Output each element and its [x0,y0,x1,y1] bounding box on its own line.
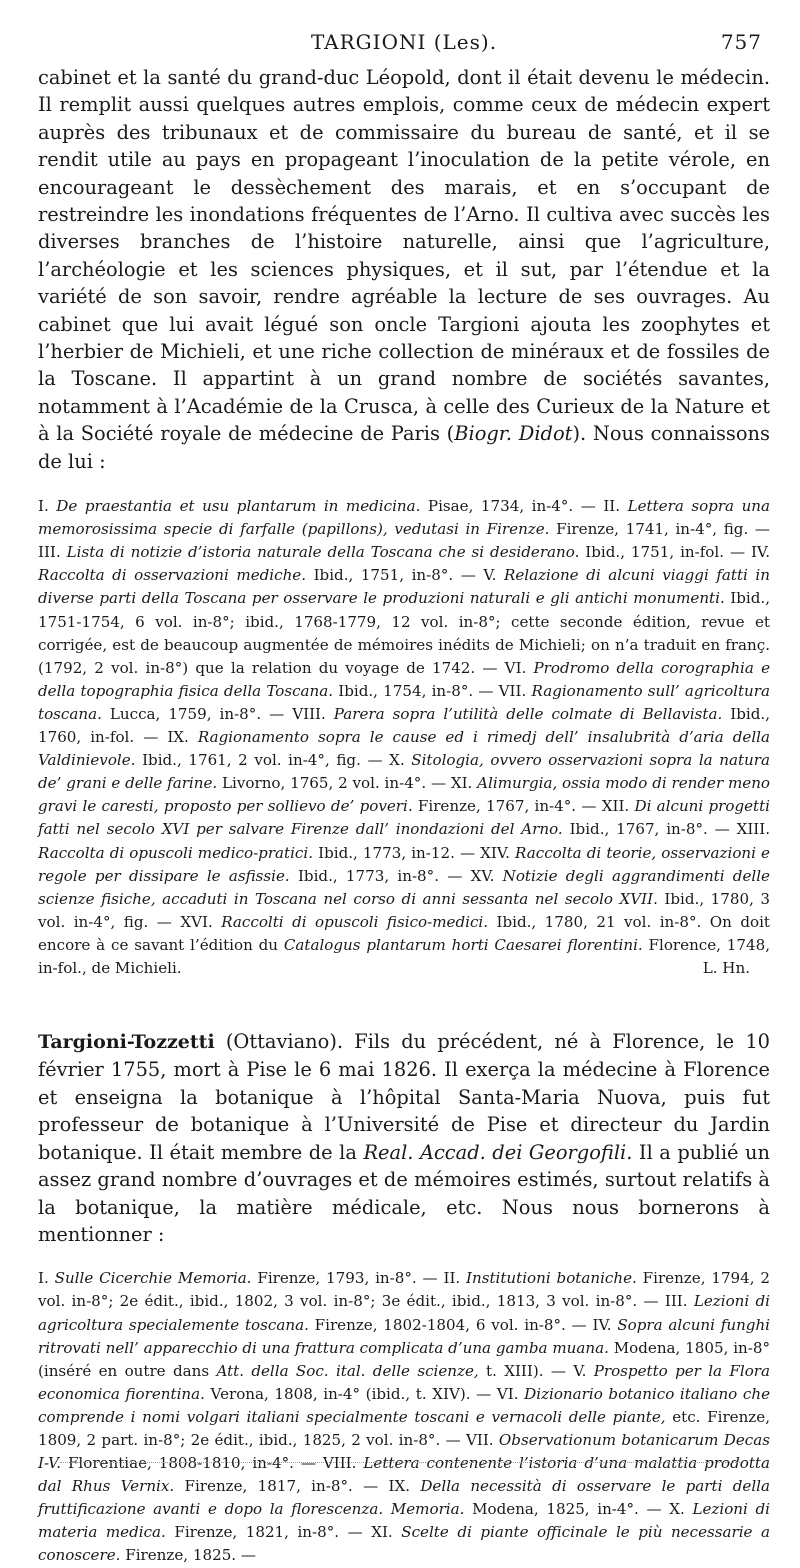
work-title: Raccolta di teorie, osservazioni e regole per dissipare le asfissie. [38,843,770,885]
citation-text: Firenze, 1767, in-4°. — XII. [412,797,635,816]
bottom-rule [60,1462,740,1463]
work-title: Observationum botanicarum Decas I-V. [38,1430,770,1473]
citation-text: Firenze, 1825. — [120,1546,256,1565]
work-title: Prospetto per la Flora economica fiorentina. [38,1361,770,1403]
work-title: Lista di notizie d’istoria naturale della Toscana che si desiderano. [66,543,580,562]
citation-text: Ibid., 1780, 3 vol. in-4°, fig. — XVI. [38,889,771,931]
citation-text: I. [38,1269,55,1288]
citation-text: Firenze, 1793, in-8°. — II. [251,1269,467,1288]
work-title: Ragionamento sull’ agricoltura toscana. [38,681,770,723]
work-title: Scelte di piante officinale le più necessarie a conoscere. [38,1523,770,1565]
citation-text: Ibid., 1780, 21 vol. in-8°. On doit encore à ce savant l’édition du [38,912,770,954]
work-title: Att. della Soc. ital. delle scienze, [216,1361,479,1380]
work-title: Notizie degli aggrandimenti delle scienze fisiche, accaduti in Toscana nel corso di anni sessanta nel secolo XVII. [38,866,770,908]
work-title: Relazione di alcuni viaggi fatti in diverse parti della Toscana per osservare le produzioni naturali e gli antichi monumenti. [38,566,770,608]
work-title: Catalogus plantarum horti Caesarei florentini. [283,935,643,954]
citation-text: Firenze, 1741, in-4°, fig. — III. [38,520,770,562]
citation-text: Ibid., 1761, 2 vol. in-4°, fig. — X. [135,751,412,770]
citation-text: Ibid., 1751, in-8°. — V. [306,566,504,585]
entry-name: Targioni-Tozzetti [38,1031,215,1054]
citation-text: Firenze, 1821, in-8°. — XI. [165,1523,402,1542]
citation-text: Ibid., 1751, in-fol. — IV. [579,543,770,562]
work-title: Lettera contenente l’istoria d’una malattia prodotta dal Rhus Vernix. [38,1454,770,1496]
citation-text: Modena, 1805, in-8° (inséré en outre dans [38,1338,770,1380]
work-title: Raccolta di osservazioni mediche. [38,566,307,585]
signature: L. Hn. [702,958,750,977]
citation-text: Verona, 1808, in-4° (ibid., t. XIV). — VI. [204,1384,525,1403]
citation-text: Florence, 1748, in-fol., de Michieli. [38,935,771,977]
work-title: Alimurgia, ossia modo di render meno gravi le caresti, proposto per sollievo de’ poveri. [38,774,771,816]
work-title: Lezioni di materia medica. [38,1500,770,1542]
article1-text-end: ). Nous connaissons de lui : [38,422,770,473]
citation-text: Modena, 1825, in-4°. — X. [464,1500,693,1519]
citation-text: Firenze, 1802-1804, 6 vol. in-8°. — IV. [308,1315,618,1334]
work-title: Sitologia, ovvero osservazioni sopra la natura de’ grani e delle farine. [38,751,770,793]
citation-text: Ibid., 1760, in-fol. — IX. [38,704,770,747]
citation-text: I. [38,497,57,516]
work-title: Dizionario botanico italiano che comprende i nomi volgari italiani specialmente toscani e vernacoli delle piante, [38,1384,770,1426]
work-title: Sopra alcuni funghi ritrovati nell’ apparecchio di una frattura complicata d’una gamba muana. [38,1315,770,1357]
work-title: Parera sopra l’utilità delle colmate di Bellavista. [333,704,723,723]
work-title: Della necessità di osservare le parti della fruttificazione avanti e dopo la florescenza. Memoria. [38,1477,770,1519]
citation-text: Ibid., 1754, in-8°. — VII. [333,681,532,700]
work-title: Institutioni botaniche. [466,1269,637,1288]
citation-text: Firenze, 1794, 2 vol. in-8°; 2e édit., ibid., 1802, 3 vol. in-8°; 3e édit., ibid., 1813, 3 vol. in-8°. — III. [38,1269,770,1311]
running-header [38,28,770,64]
citation-text: Ibid., 1773, in-8°. — XV. [289,866,503,885]
citation-text: t. XIII). — V. [478,1361,594,1380]
work-title: Raccolti di opuscoli fisico-medici. [221,912,489,931]
article2-text-a: (Ottaviano). Fils du précédent, né à Florence, le 10 février 1755, mort à Pise le 6 mai 1826. Il exerça la médecine à Florence et enseigna la botanique à l’hôpital Santa-Maria Nuova, puis fut professeur de botanique à l’Université de Pise et directeur du Jardin botanique. Il était membre de la [38,1030,770,1164]
citation-text: etc. Firenze, 1809, 2 part. in-8°; 2e édit., ibid., 1825, 2 vol. in-8°. — VII. [38,1407,770,1449]
article2-text-b: Il a publié un assez grand nombre d’ouvrages et de mémoires estimés, surtout relatifs à la botanique, la matière médicale, etc. Nous nous bornerons à mentionner : [38,1140,771,1246]
citation-text: Lucca, 1759, in-8°. — VIII. [101,704,334,723]
work-title: Sulle Cicerchie Memoria. [54,1269,252,1288]
citation-text: Livorno, 1765, 2 vol. in-4°. — XI. [217,774,478,793]
citation-text: Ibid., 1751-1754, 6 vol. in-8°; ibid., 1768-1779, 12 vol. in-8°; cette seconde édition, revue et corrigée, est de beaucoup augmentée de mémoires inédits de Michieli; on n’a traduit en franç. (1792, 2 vol. in-8°) que la relation du voyage de 1742. — VI. [38,589,770,677]
article2-paragraph [38,1028,770,1248]
citation-text: Ibid., 1767, in-8°. — XIII. [562,820,771,839]
article1-paragraph [38,64,770,475]
article2-bibliography [38,1267,770,1567]
running-title: TARGIONI (Les). [310,30,498,54]
article1-text: cabinet et la santé du grand-duc Léopold, dont il était devenu le médecin. Il remplit aussi quelques autres emplois, comme ceux de médecin expert auprès des tribunaux et de commissaire du bureau de santé, et il se rendit utile au pays en propageant l’inoculation de la petite vérole, en encourageant le dessèchement des marais, et en s’occupant de restreindre les inondations fréquentes de l’Arno. Il cultiva avec succès les diverses branches de l’histoire naturelle, ainsi que l’agriculture, l’archéologie et les sciences physiques, et il sut, par l’étendue et la variété de son savoir, rendre agréable la lecture de ses ouvrages. Au cabinet que lui avait légué son oncle Targioni ajouta les zoophytes et l’herbier de Michieli, et une riche collection de minéraux et de fossiles de la Toscane. Il appartint à un grand nombre de sociétés savantes, notamment à l’Académie de la Crusca, à celle des Curieux de la Nature et à la Société royale de médecine de Paris ( [38,66,770,446]
citation-text: Pisae, 1734, in-4°. — II. [420,497,628,516]
article2-italic: Real. Accad. dei Georgofili. [363,1140,633,1164]
work-title: Lezioni di agricoltura specialemente toscana. [38,1292,770,1334]
article1-bibliography [38,495,770,980]
article1-source: Biogr. Didot [454,422,573,446]
citation-text: Firenze, 1817, in-8°. — IX. [174,1477,421,1496]
work-title: Di alcuni progetti fatti nel secolo XVI per salvare Firenze dall’ inondazioni del Arno. [38,797,770,839]
page-number: 757 [720,30,762,54]
citation-text: Ibid., 1773, in-12. — XIV. [313,843,516,862]
work-title: De praestantia et usu plantarum in medicina. [56,497,421,516]
citation-text: Florentiae, 1808-1810, in-4°. — VIII. [61,1454,364,1473]
work-title: Lettera sopra una memorosissima specie di farfalle (papillons), vedutasi in Firenze. [38,497,771,539]
work-title: Raccolta di opuscoli medico-pratici. [38,843,314,862]
work-title: Ragionamento sopra le cause ed i rimedj dell’ insalubrità d’aria della Valdinievole. [38,728,770,770]
work-title: Prodromo della corographia e della topographia fisica della Toscana. [38,658,770,700]
